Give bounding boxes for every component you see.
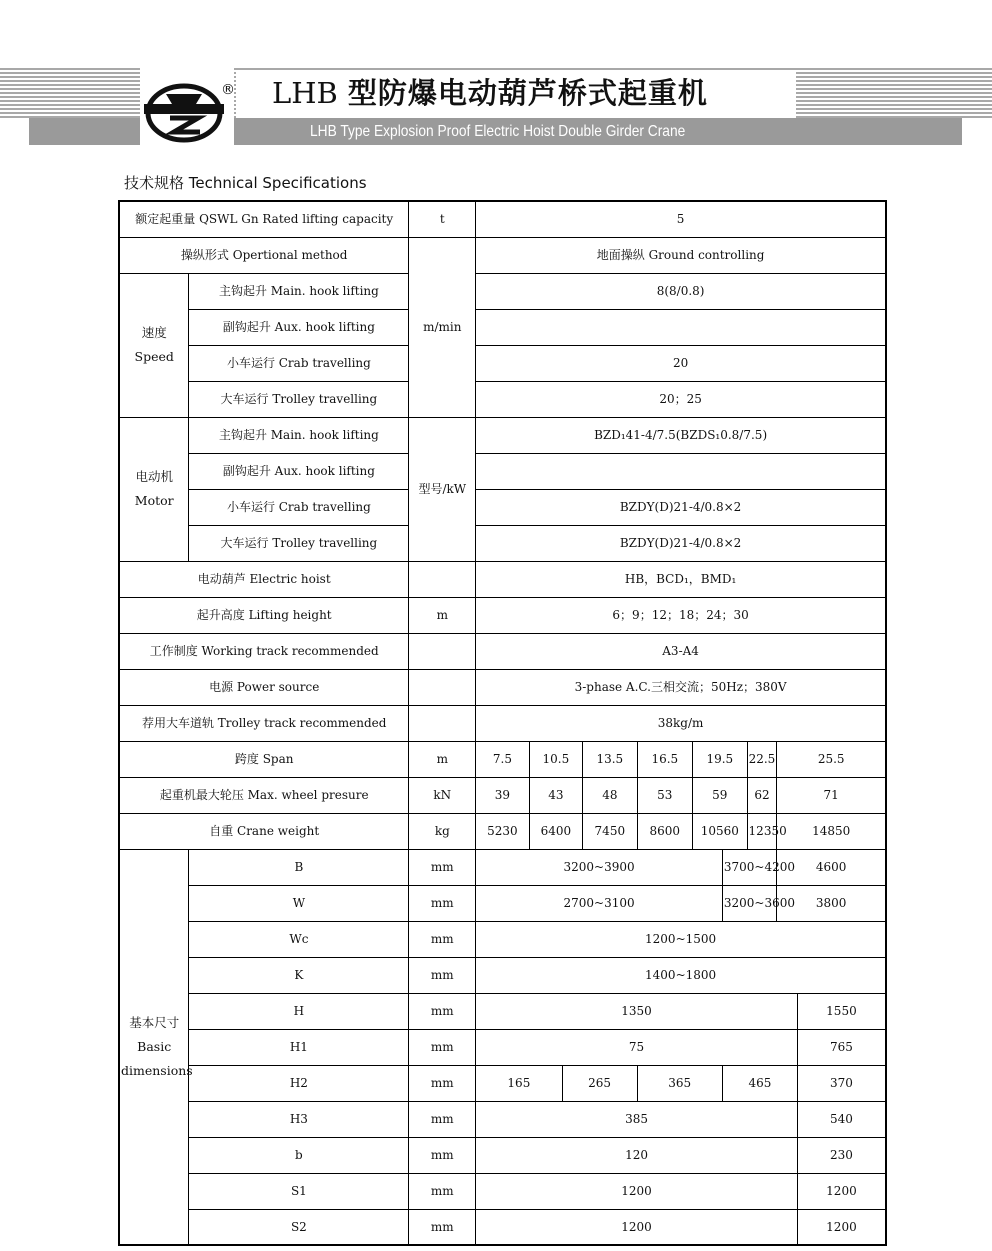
page-subtitle: LHB Type Explosion Proof Electric Hoist Double Girder Crane	[310, 123, 686, 140]
table-row	[119, 1173, 886, 1209]
table-row	[119, 237, 886, 273]
row-value: A3-A4	[476, 633, 886, 669]
table-row	[119, 417, 886, 453]
row-value: 465	[722, 1065, 797, 1101]
row-value: 75	[476, 1029, 798, 1065]
row-label: S1	[189, 1173, 409, 1209]
row-value: 3200~3600	[722, 885, 776, 921]
group-label-cn: 速度	[141, 325, 167, 340]
company-logo-icon	[144, 80, 236, 142]
row-unit: mm	[409, 957, 476, 993]
group-label-en: dimensions	[121, 1062, 193, 1078]
wheel-pressure-cell: 59	[693, 777, 747, 813]
row-unit	[409, 705, 476, 741]
crane-weight-cell: 12350	[747, 813, 777, 849]
group-label-cn: 电动机	[135, 469, 173, 484]
row-label: 起升高度 Lifting height	[119, 597, 409, 633]
row-value: 765	[797, 1029, 886, 1065]
basic-dimensions-group-label	[119, 849, 193, 1245]
row-label: 电动葫芦 Electric hoist	[119, 561, 409, 597]
table-row	[119, 1101, 886, 1137]
row-value: 1200~1500	[476, 921, 886, 957]
table-row	[119, 705, 886, 741]
row-label: 起重机最大轮压 Max. wheel presure	[119, 777, 409, 813]
row-label: 小车运行 Crab travelling	[189, 489, 409, 525]
table-row	[119, 1209, 886, 1245]
row-value: BZD₁41-4/7.5(BZDS₁0.8/7.5)	[476, 417, 886, 453]
row-label: H2	[189, 1065, 409, 1101]
row-value: 1200	[797, 1209, 886, 1245]
table-row	[119, 309, 886, 345]
group-label-cn: 基本尺寸	[129, 1014, 180, 1030]
row-label: 大车运行 Trolley travelling	[189, 525, 409, 561]
row-value: 3800	[777, 885, 886, 921]
row-value: 20	[476, 345, 886, 381]
table-row	[119, 381, 886, 417]
row-label: 副钩起升 Aux. hook lifting	[189, 309, 409, 345]
speed-group-label	[119, 273, 189, 417]
row-value: 365	[637, 1065, 722, 1101]
wheel-pressure-cell: 43	[529, 777, 582, 813]
row-unit: mm	[409, 1029, 476, 1065]
crane-weight-cell: 10560	[693, 813, 747, 849]
row-unit	[409, 669, 476, 705]
row-unit: m	[409, 597, 476, 633]
row-value: 1350	[476, 993, 798, 1029]
row-label: W	[189, 885, 409, 921]
row-label: b	[189, 1137, 409, 1173]
table-row	[119, 669, 886, 705]
row-unit: kg	[409, 813, 476, 849]
row-value: 3700~4200	[722, 849, 776, 885]
table-row	[119, 201, 886, 237]
span-cell: 19.5	[693, 741, 747, 777]
table-row	[119, 453, 886, 489]
row-label: S2	[189, 1209, 409, 1245]
row-value: 20；25	[476, 381, 886, 417]
row-unit: t	[409, 201, 476, 237]
row-value: 8(8/0.8)	[476, 273, 886, 309]
row-label: 大车运行 Trolley travelling	[189, 381, 409, 417]
row-value: 165	[476, 1065, 562, 1101]
title-model: LHB	[272, 76, 338, 110]
row-label: 荐用大车道轨 Trolley track recommended	[119, 705, 409, 741]
row-unit: mm	[409, 885, 476, 921]
row-value: 6；9；12；18；24；30	[476, 597, 886, 633]
span-cell: 25.5	[777, 741, 886, 777]
crane-weight-cell: 5230	[476, 813, 529, 849]
group-label-en: Motor	[134, 493, 174, 508]
crane-weight-cell: 14850	[777, 813, 886, 849]
table-row	[119, 993, 886, 1029]
row-value	[476, 453, 886, 489]
row-unit: mm	[409, 1173, 476, 1209]
row-value: 3200~3900	[476, 849, 723, 885]
row-value: 38kg/m	[476, 705, 886, 741]
row-value: 540	[797, 1101, 886, 1137]
row-label: 额定起重量 QSWL Gn Rated lifting capacity	[119, 201, 409, 237]
row-label: 电源 Power source	[119, 669, 409, 705]
row-value: 2700~3100	[476, 885, 723, 921]
row-value: 1200	[476, 1173, 798, 1209]
row-value: 230	[797, 1137, 886, 1173]
row-unit: mm	[409, 921, 476, 957]
row-label: B	[189, 849, 409, 885]
row-unit: mm	[409, 1065, 476, 1101]
row-label: 工作制度 Working track recommended	[119, 633, 409, 669]
section-title: 技术规格 Technical Specifications	[124, 174, 367, 192]
span-cell: 16.5	[637, 741, 693, 777]
table-row	[119, 633, 886, 669]
row-value: 120	[476, 1137, 798, 1173]
row-unit: mm	[409, 993, 476, 1029]
row-unit: kN	[409, 777, 476, 813]
row-value: 1400~1800	[476, 957, 886, 993]
row-value: 3-phase A.C.三相交流；50Hz；380V	[476, 669, 886, 705]
row-label: K	[189, 957, 409, 993]
row-value: 370	[797, 1065, 886, 1101]
wheel-pressure-cell: 39	[476, 777, 529, 813]
row-value: 385	[476, 1101, 798, 1137]
table-row	[119, 561, 886, 597]
row-value: 265	[562, 1065, 637, 1101]
table-row	[119, 489, 886, 525]
spec-table	[118, 200, 887, 1246]
span-cell: 13.5	[583, 741, 637, 777]
row-label: 副钩起升 Aux. hook lifting	[189, 453, 409, 489]
row-label: 自重 Crane weight	[119, 813, 409, 849]
span-cell: 10.5	[529, 741, 582, 777]
row-value: 4600	[777, 849, 886, 885]
row-unit: m	[409, 741, 476, 777]
row-value: 1550	[797, 993, 886, 1029]
span-cell: 7.5	[476, 741, 529, 777]
table-row	[119, 849, 886, 885]
table-row	[119, 885, 886, 921]
table-row	[119, 741, 886, 777]
row-label: 主钩起升 Main. hook lifting	[189, 417, 409, 453]
row-label: 操纵形式 Opertional method	[119, 237, 409, 273]
table-row	[119, 1065, 886, 1101]
row-label: 主钩起升 Main. hook lifting	[189, 273, 409, 309]
crane-weight-cell: 7450	[583, 813, 637, 849]
row-label: Wc	[189, 921, 409, 957]
row-value: 地面操纵 Ground controlling	[476, 237, 886, 273]
table-row	[119, 525, 886, 561]
row-unit: mm	[409, 1101, 476, 1137]
row-label: 小车运行 Crab travelling	[189, 345, 409, 381]
row-unit: mm	[409, 1209, 476, 1245]
row-label: H	[189, 993, 409, 1029]
crane-weight-cell: 6400	[529, 813, 582, 849]
table-row	[119, 1029, 886, 1065]
group-label-en: Speed	[134, 349, 174, 364]
row-label: H1	[189, 1029, 409, 1065]
row-label: H3	[189, 1101, 409, 1137]
row-value: 1200	[476, 1209, 798, 1245]
span-cell: 22.5	[747, 741, 777, 777]
table-row	[119, 1137, 886, 1173]
title-chinese: 型防爆电动葫芦桥式起重机	[347, 76, 708, 110]
table-row	[119, 345, 886, 381]
row-value: BZDY(D)21-4/0.8×2	[476, 525, 886, 561]
wheel-pressure-cell: 48	[583, 777, 637, 813]
row-value	[476, 309, 886, 345]
row-unit	[409, 633, 476, 669]
row-value: HB，BCD₁，BMD₁	[476, 561, 886, 597]
registered-mark: ®	[221, 82, 235, 98]
wheel-pressure-cell: 71	[777, 777, 886, 813]
motor-group-label	[119, 417, 189, 561]
wheel-pressure-cell: 62	[747, 777, 777, 813]
crane-weight-cell: 8600	[637, 813, 693, 849]
row-unit: mm	[409, 1137, 476, 1173]
row-value: 5	[476, 201, 886, 237]
group-label-en: Basic	[137, 1038, 172, 1054]
table-row	[119, 957, 886, 993]
motor-unit: 型号/kW	[409, 417, 476, 561]
row-value: 1200	[797, 1173, 886, 1209]
speed-unit: m/min	[409, 237, 476, 417]
page-title	[272, 73, 708, 114]
row-unit: mm	[409, 849, 476, 885]
table-row	[119, 813, 886, 849]
row-unit	[409, 561, 476, 597]
table-row	[119, 273, 886, 309]
wheel-pressure-cell: 53	[637, 777, 693, 813]
table-row	[119, 597, 886, 633]
row-value: BZDY(D)21-4/0.8×2	[476, 489, 886, 525]
row-label: 跨度 Span	[119, 741, 409, 777]
table-row	[119, 921, 886, 957]
table-row	[119, 777, 886, 813]
